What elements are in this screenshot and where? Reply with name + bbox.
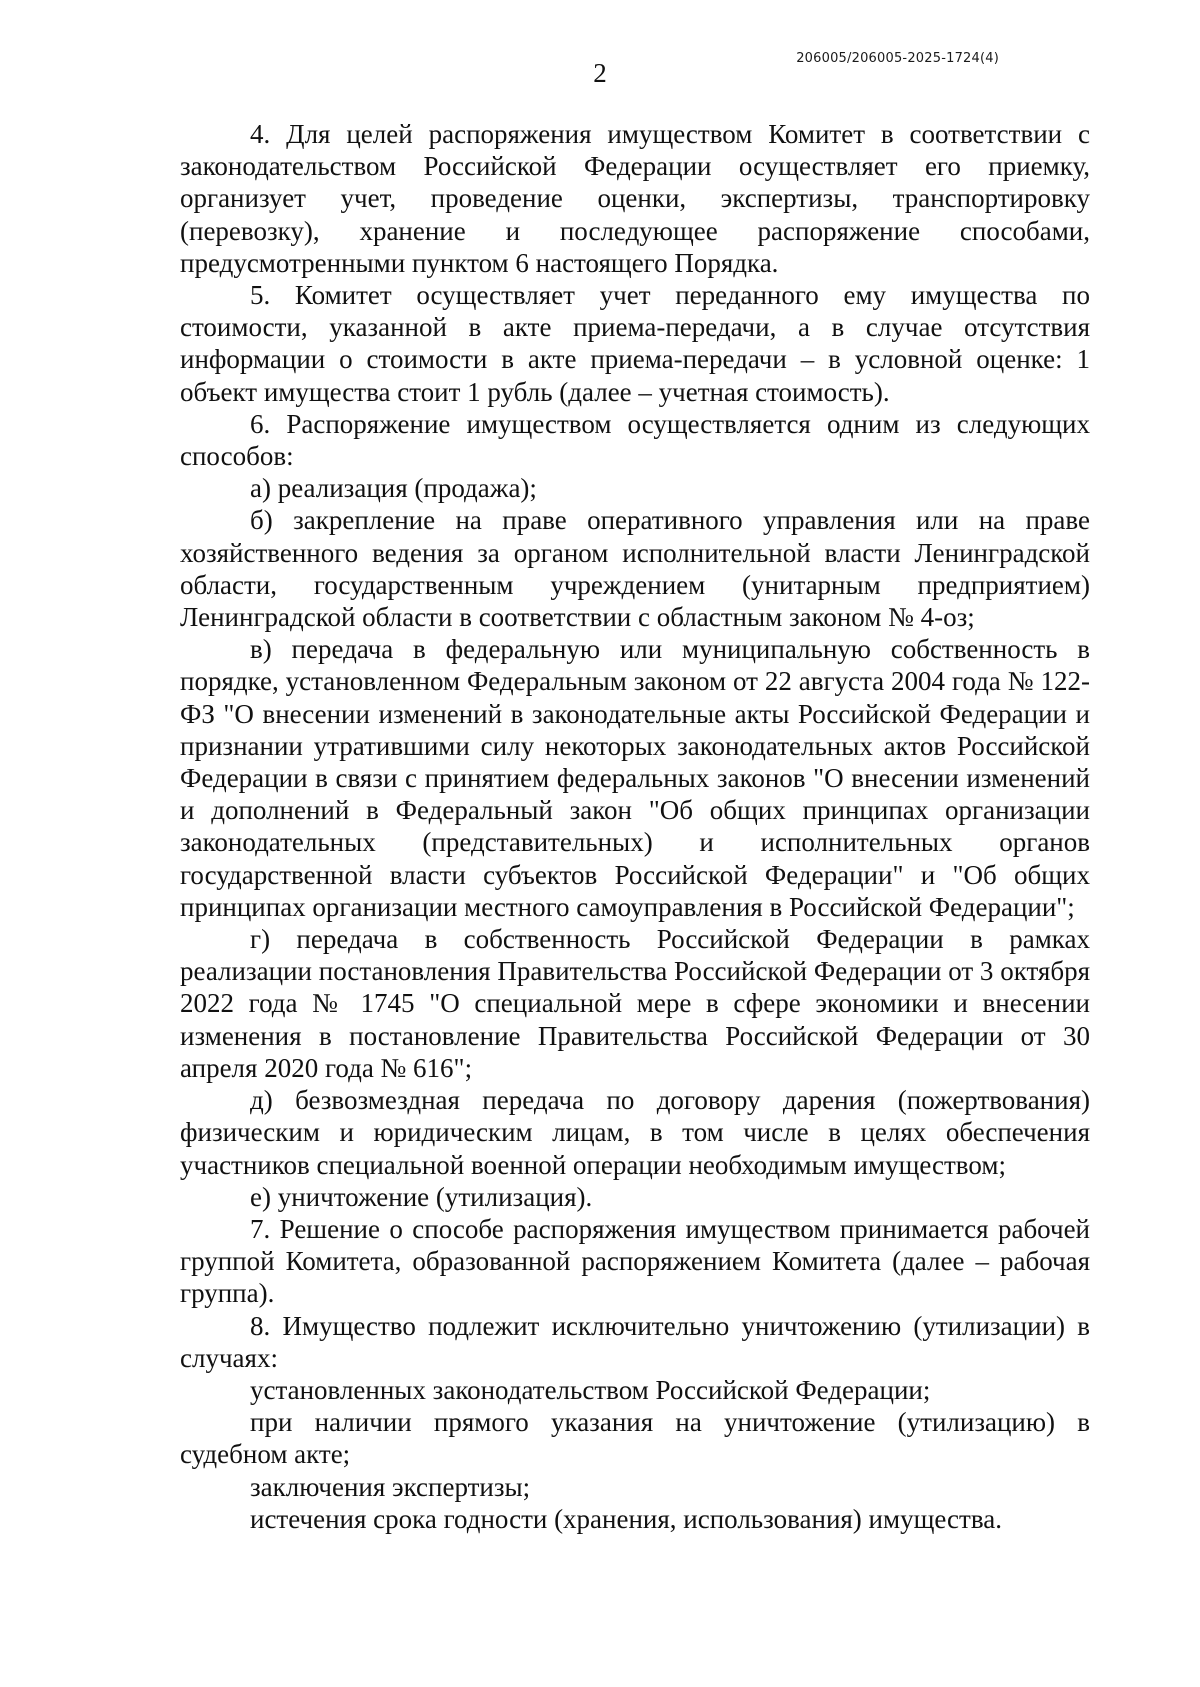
list-item-b: б) закрепление на праве оперативного управления или на праве хозяйственного ведения за органом исполнительной власти Ленинградской области, государственным учреждением (унитарным предприятием) Ленинградской области в соответствии с областным законом № 4-оз;	[180, 505, 1090, 633]
case-item-court-act: при наличии прямого указания на уничтожение (утилизацию) в судебном акте;	[180, 1407, 1090, 1470]
document-body	[180, 118, 1090, 1535]
page-number: 2	[593, 58, 607, 88]
list-item-d: д) безвозмездная передача по договору дарения (пожертвования) физическим и юридическим лицам, в том числе в целях обеспечения участников специальной военной операции необходимым имуществом;	[180, 1085, 1090, 1180]
document-registration-number: 206005/206005-2025-1724(4)	[796, 51, 999, 66]
paragraph-6: 6. Распоряжение имуществом осуществляется одним из следующих способов:	[180, 408, 1090, 472]
paragraph-7: 7. Решение о способе распоряжения имуществом принимается рабочей группой Комитета, образованной распоряжением Комитета (далее – рабочая группа).	[180, 1213, 1090, 1309]
case-item-expiry: истечения срока годности (хранения, использования) имущества.	[250, 1503, 1002, 1534]
case-item-legislation: установленных законодательством Российской Федерации;	[250, 1374, 931, 1405]
list-item-v: в) передача в федеральную или муниципальную собственность в порядке, установленном Федеральным законом от 22 августа 2004 года № 122-ФЗ "О внесении изменений в законодательные акты Российской Федерации и признании утратившими силу некоторых законодательных актов Российской Федерации в связи с принятием федеральных законов "О внесении изменений и дополнений в Федеральный закон "Об общих принципах организации законодательных (представительных) и исполнительных органов государственной власти субъектов Российской Федерации" и "Об общих принципах организации местного самоуправления в Российской Федерации";	[180, 634, 1090, 922]
list-item-e: е) уничтожение (утилизация).	[250, 1181, 593, 1212]
list-item-g: г) передача в собственность Российской Федерации в рамках реализации постановления Правительства Российской Федерации от 3 октября 2022 года № 1745 "О специальной мере в сфере экономики и внесении изменения в постановление Правительства Российской Федерации от 30 апреля 2020 года № 616";	[180, 924, 1090, 1083]
paragraph-4: 4. Для целей распоряжения имуществом Комитет в соответствии с законодательством Российской Федерации осуществляет его приемку, организует учет, проведение оценки, экспертизы, транспортировку (перевозку), хранение и последующее распоряжение способами, предусмотренными пунктом 6 настоящего Порядка.	[180, 119, 1090, 278]
list-item-a: а) реализация (продажа);	[250, 473, 537, 504]
paragraph-8: 8. Имущество подлежит исключительно уничтожению (утилизации) в случаях:	[180, 1310, 1090, 1373]
case-item-expertise: заключения экспертизы;	[250, 1471, 531, 1502]
paragraph-5: 5. Комитет осуществляет учет переданного ему имущества по стоимости, указанной в акте приема-передачи, а в случае отсутствия информации о стоимости в акте приема-передачи – в условной оценке: 1 объект имущества стоит 1 рубль (далее – учетная стоимость).	[180, 280, 1090, 407]
